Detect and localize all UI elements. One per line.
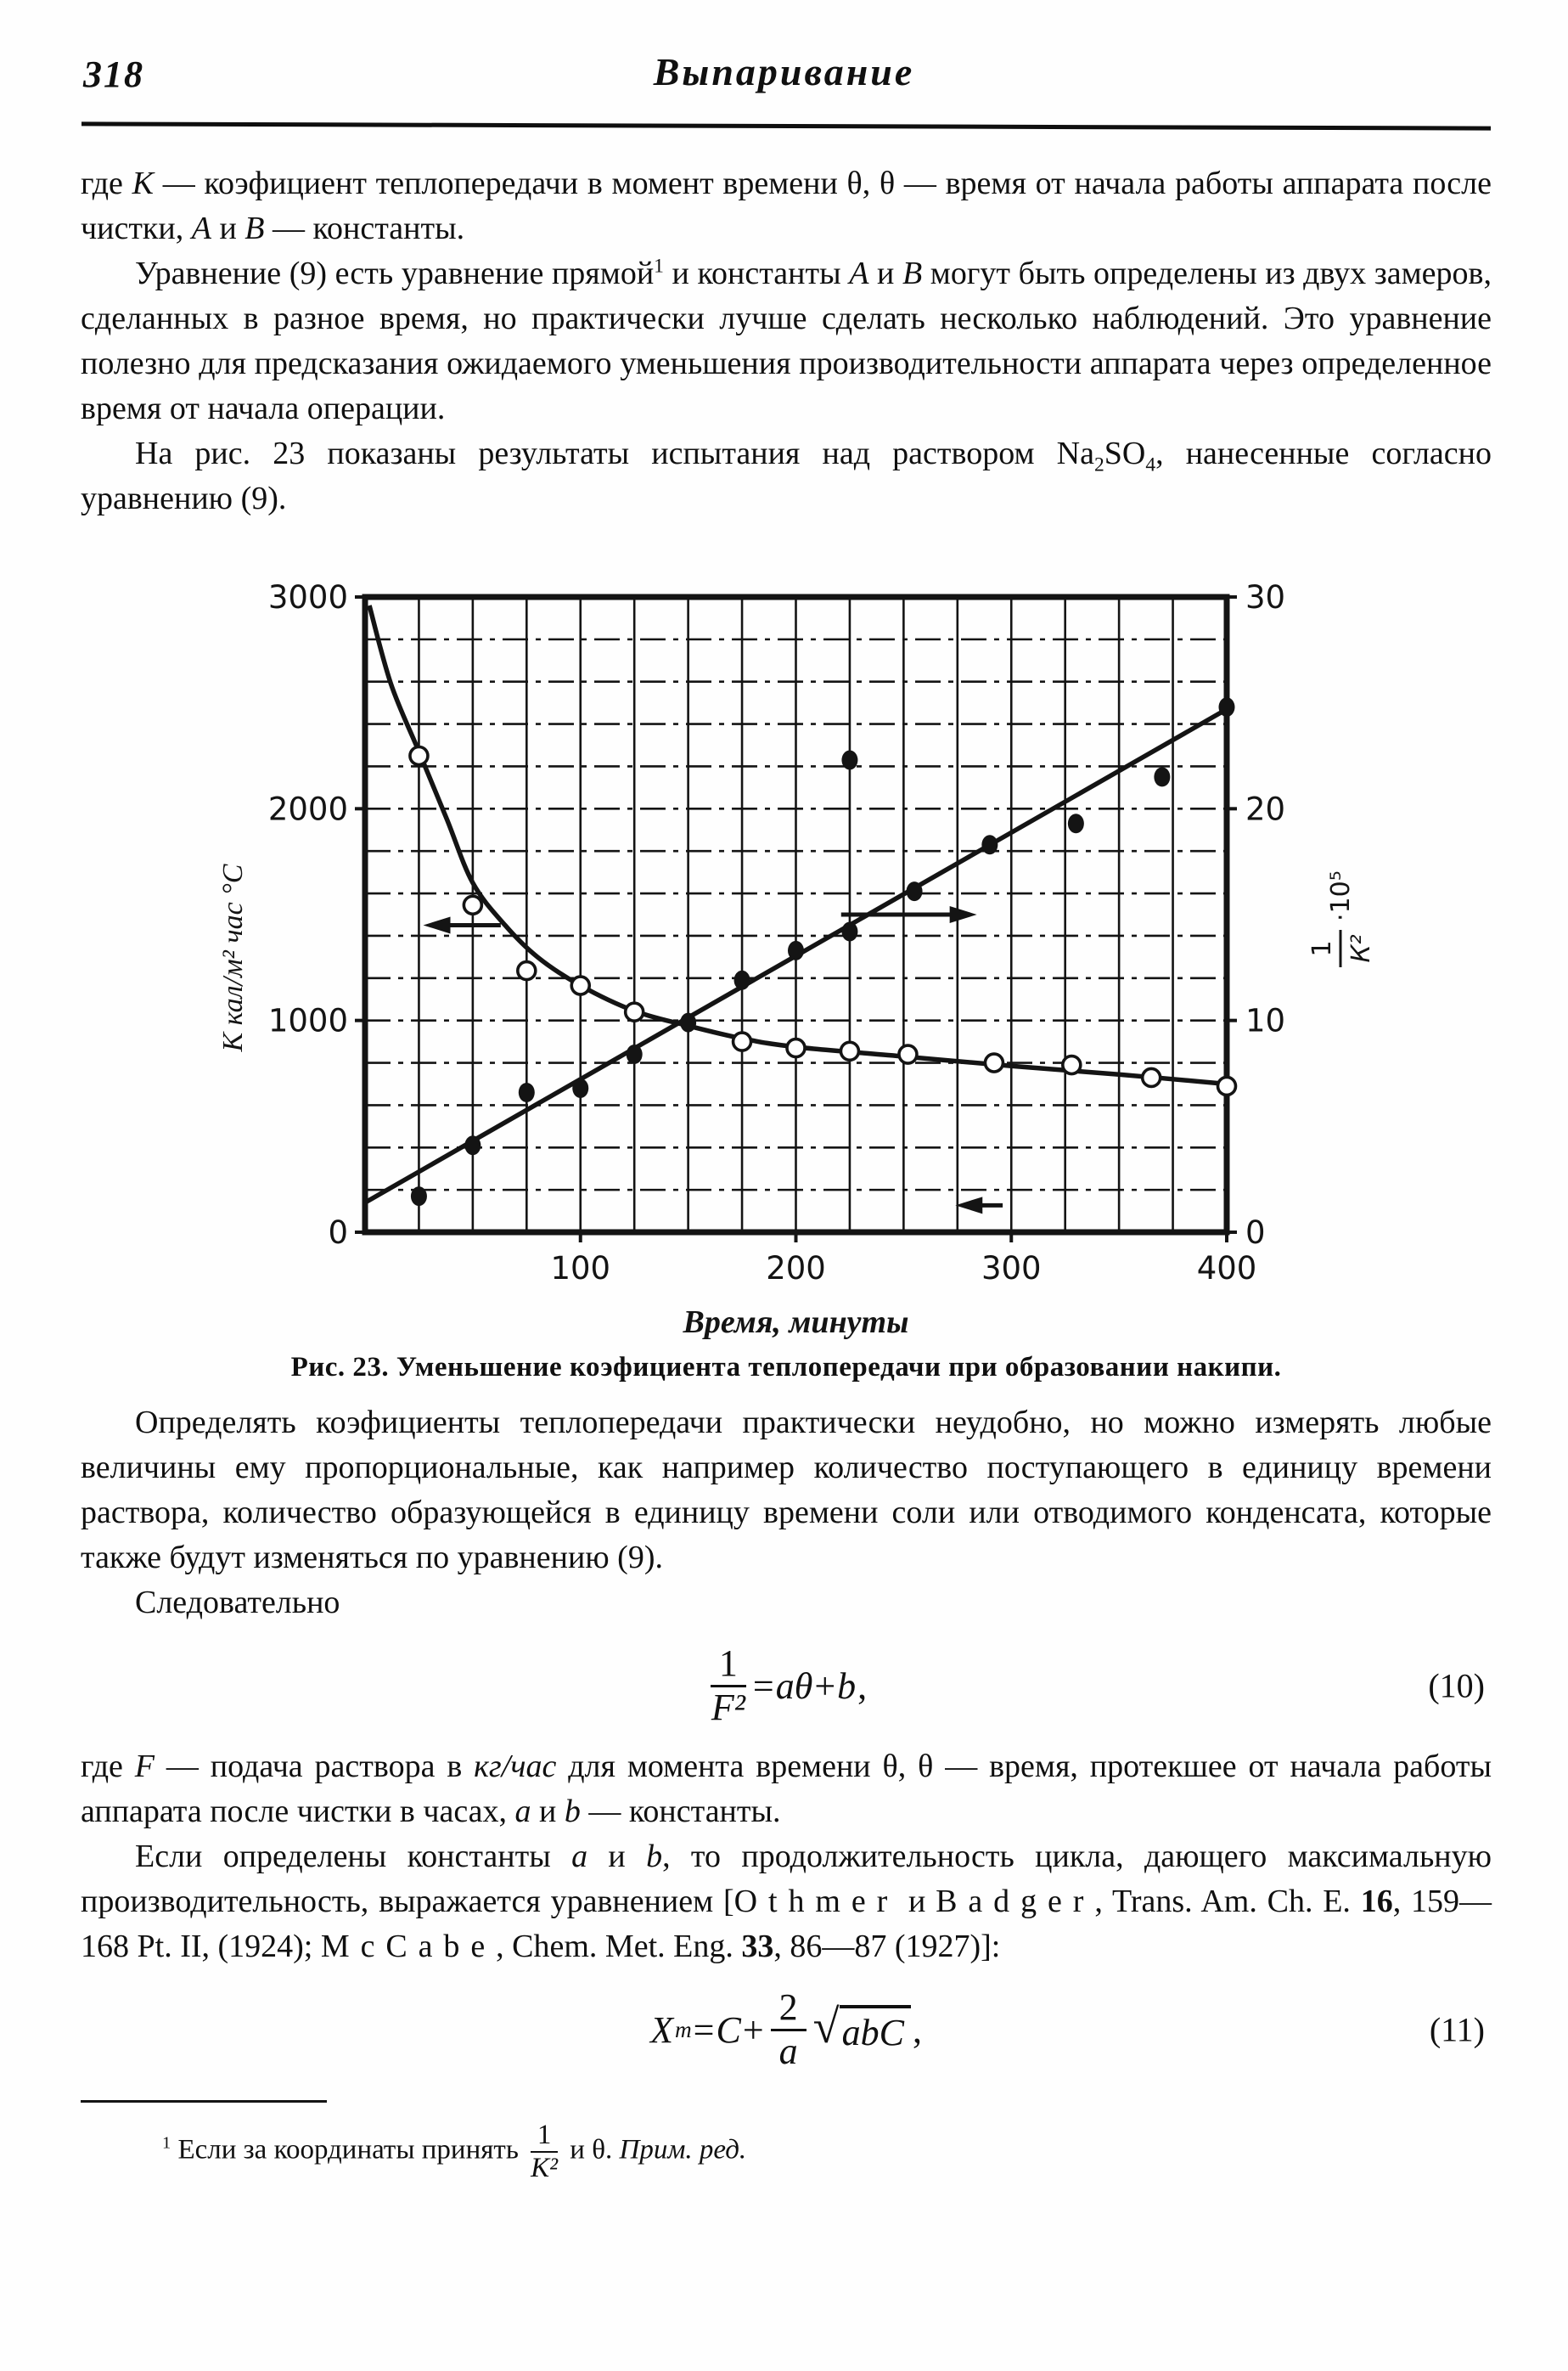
svg-text:К кал/м² час °С: К кал/м² час °С bbox=[217, 864, 249, 1052]
equation-tag: (10) bbox=[1428, 1666, 1485, 1705]
svg-text:0: 0 bbox=[328, 1214, 348, 1251]
svg-text:1: 1 bbox=[1307, 940, 1337, 957]
svg-text:Время, минуты: Время, минуты bbox=[683, 1304, 909, 1340]
paragraph: Следовательно bbox=[135, 1585, 340, 1620]
page-number: 318 bbox=[83, 54, 144, 95]
equation-11 bbox=[81, 1983, 1492, 2076]
paragraph: Уравнение (9) есть уравнение прямой$^1$ и константы A и B могут быть определены из двух замеров, сделанных в разное время, но практически лучше сделать несколько наблюдений. Это уравнение полезно для предсказания ожидаемого уменьшения производительности аппарата через определенное время от начала операции. bbox=[81, 255, 1492, 426]
text-column bbox=[81, 161, 1492, 2182]
chart bbox=[81, 533, 1492, 1340]
svg-text:30: 30 bbox=[1245, 579, 1286, 616]
paragraph: На рис. 23 показаны результаты испытания над раствором $Na_2SO_4$, нанесенные согласно уравнению (9). bbox=[81, 436, 1492, 516]
svg-text:К²: К² bbox=[1346, 934, 1376, 963]
svg-text:400: 400 bbox=[1196, 1250, 1257, 1287]
svg-text:20: 20 bbox=[1245, 791, 1286, 828]
svg-text:·10⁵: ·10⁵ bbox=[1326, 870, 1356, 921]
footnote: $^1$ Если за координаты принять $\frac{1}{\text{K²}}$ и θ. Прим. ред. bbox=[162, 2120, 747, 2183]
svg-text:300: 300 bbox=[981, 1250, 1042, 1287]
equation-body: X m = C + $\frac{2}{a}$ √ abC , bbox=[650, 1985, 922, 2072]
svg-text:2000: 2000 bbox=[267, 791, 348, 828]
svg-text:10: 10 bbox=[1245, 1002, 1286, 1039]
paragraph: Если определены константы a и b, то продолжительность цикла, дающего максимальную производительность, выражается уравнением [Othmer и Badger, Trans. Am. Ch. E. 16, 159—168 Pt. II, (1924); McCabe, Chem. Met. Eng. 33, 86—87 (1927)]: bbox=[81, 1839, 1492, 1964]
svg-text:3000: 3000 bbox=[267, 579, 348, 616]
paragraph: где F — подача раствора в кг/час для момента времени θ, θ — время, протекшее от начала работы аппарата после чистки в часах, a и b — константы. bbox=[81, 1749, 1492, 1829]
equation-tag: (11) bbox=[1429, 2010, 1485, 2049]
svg-text:100: 100 bbox=[550, 1250, 611, 1287]
paragraph: где K — коэфициент теплопередачи в момент времени θ, θ — время от начала работы аппарата после чистки, A и B — константы. bbox=[81, 166, 1492, 246]
figure-23 bbox=[81, 533, 1492, 1383]
equation-body: $\frac{1}{\text{F²}}$ = aθ + b , bbox=[711, 1642, 868, 1728]
svg-text:0: 0 bbox=[1245, 1214, 1266, 1251]
paragraph: Определять коэфициенты теплопередачи практически неудобно, но можно измерять любые величины ему пропорциональные, как например количество поступающего в единицу времени раствора, количество образующейся в единицу времени соли или отводимого конденсата, которые также будут изменяться по уравнению (9). bbox=[81, 1405, 1492, 1575]
equation-10 bbox=[81, 1639, 1492, 1732]
svg-text:200: 200 bbox=[766, 1250, 826, 1287]
header-rule bbox=[81, 121, 1491, 130]
figure-caption: Рис. 23. Уменьшение коэфициента теплопередачи при образовании накипи. bbox=[290, 1352, 1282, 1383]
running-title: Выпаривание bbox=[653, 50, 915, 93]
footnote-rule bbox=[81, 2100, 327, 2103]
svg-text:1000: 1000 bbox=[267, 1002, 348, 1039]
